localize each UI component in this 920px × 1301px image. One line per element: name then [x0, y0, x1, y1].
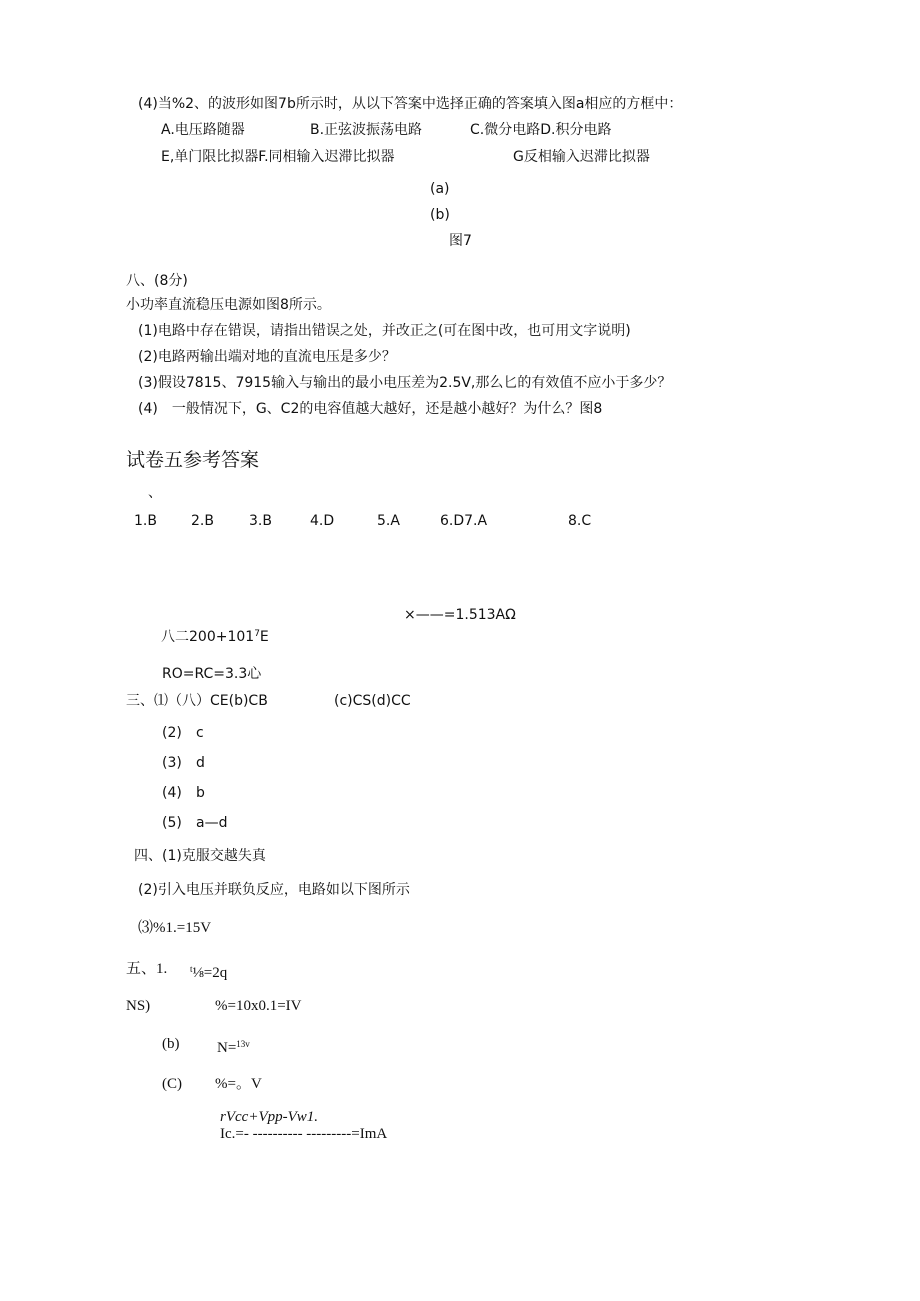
section3-cont: (c)CS(d)CC — [334, 693, 411, 709]
mc-answer: 5.A — [377, 513, 400, 529]
figure-label-a: (a) — [430, 181, 450, 197]
section3-item-val: c — [196, 725, 204, 741]
section3-item-val: a—d — [196, 815, 228, 831]
section5-label: 五、1. — [126, 961, 168, 977]
b-label: (b) — [162, 1036, 180, 1052]
ns-equation: %=10x0.1=IV — [215, 998, 302, 1014]
figure-label-b: (b) — [430, 207, 450, 223]
mc-answer: 2.B — [191, 513, 214, 529]
mc-answer: 8.C — [568, 513, 592, 529]
mc-answer: 3.B — [249, 513, 272, 529]
q8-intro: 小功率直流稳压电源如图8所示。 — [126, 297, 331, 313]
equation-rbe — [161, 625, 269, 646]
section3-item-val: b — [196, 785, 205, 801]
q7-option-ef: E,单门限比拟器F.同相输入迟滞比拟器 — [161, 149, 395, 165]
fraction-numerator: rVcc+Vpp-Vw1. — [220, 1109, 319, 1125]
equation-rbe-main: 八二200+101 — [161, 629, 255, 645]
q7-option-g: G反相输入迟滞比拟器 — [513, 149, 650, 165]
section5-eq-sup: t — [190, 964, 193, 974]
q8-item-1: (1)电路中存在错误，请指出错误之处，并改正之(可在图中改，也可用文字说明) — [138, 323, 631, 339]
equation-rbe-end: E — [259, 629, 269, 645]
q7-part4-text: (4)当%2、的波形如图7b所示时，从以下答案中选择正确的答案填入图a相应的方框中： — [138, 96, 683, 112]
b-eq-main: N= — [217, 1040, 237, 1056]
q8-heading: 八、(8分) — [126, 273, 188, 289]
section4-item-2: (2)引入电压并联负反应，电路如以下图所示 — [138, 882, 410, 898]
c-label: (C) — [162, 1076, 182, 1092]
section4-item-3: ⑶%1.=15V — [138, 920, 212, 936]
figure-7-caption: 图7 — [449, 233, 472, 249]
q7-option-cd: C.微分电路D.积分电路 — [470, 122, 612, 138]
equation-resistance: ×——=1.513AΩ — [404, 607, 516, 623]
equation-ro: RO=RC=3.3心 — [162, 666, 262, 682]
section3-label: 三、⑴（八）CE(b)CB — [126, 693, 268, 709]
section3-item-num: (4) — [162, 785, 182, 801]
c-equation: %=。V — [215, 1076, 262, 1092]
section5-equation — [190, 960, 227, 982]
mc-answer: 4.D — [310, 513, 335, 529]
q7-option-b: B.正弦波振荡电路 — [310, 122, 423, 138]
answers-title: 试卷五参考答案 — [126, 449, 260, 471]
section3-item-num: (5) — [162, 815, 182, 831]
section4-item-1: 四、(1)克服交越失真 — [134, 848, 266, 864]
section3-item-val: d — [196, 755, 205, 771]
b-eq-sup: 13v — [236, 1039, 250, 1049]
section-mark: 、 — [148, 485, 162, 501]
q8-item-3: (3)假设7815、7915输入与输出的最小电压差为2.5V,那么匕的有效值不应小于多少？ — [138, 375, 672, 391]
section3-item-num: (3) — [162, 755, 182, 771]
mc-answer: 6.D7.A — [440, 513, 488, 529]
section5-eq-main: ⅛=2q — [192, 965, 228, 981]
q8-item-2: (2)电路两输出端对地的直流电压是多少？ — [138, 349, 396, 365]
ns-label: NS) — [126, 998, 151, 1014]
q8-item-4: (4) 一般情况下，G、C2的电容值越大越好，还是越小越好？为什么？图8 — [138, 401, 603, 417]
fraction-line: Ic.=- ---------- ---------=ImA — [220, 1126, 388, 1142]
b-equation — [217, 1035, 250, 1057]
q7-option-a: A.电压路随器 — [161, 122, 245, 138]
equation-rbe-sup: 7 — [254, 629, 260, 639]
section3-item-num: (2) — [162, 725, 182, 741]
mc-answer: 1.B — [134, 513, 157, 529]
